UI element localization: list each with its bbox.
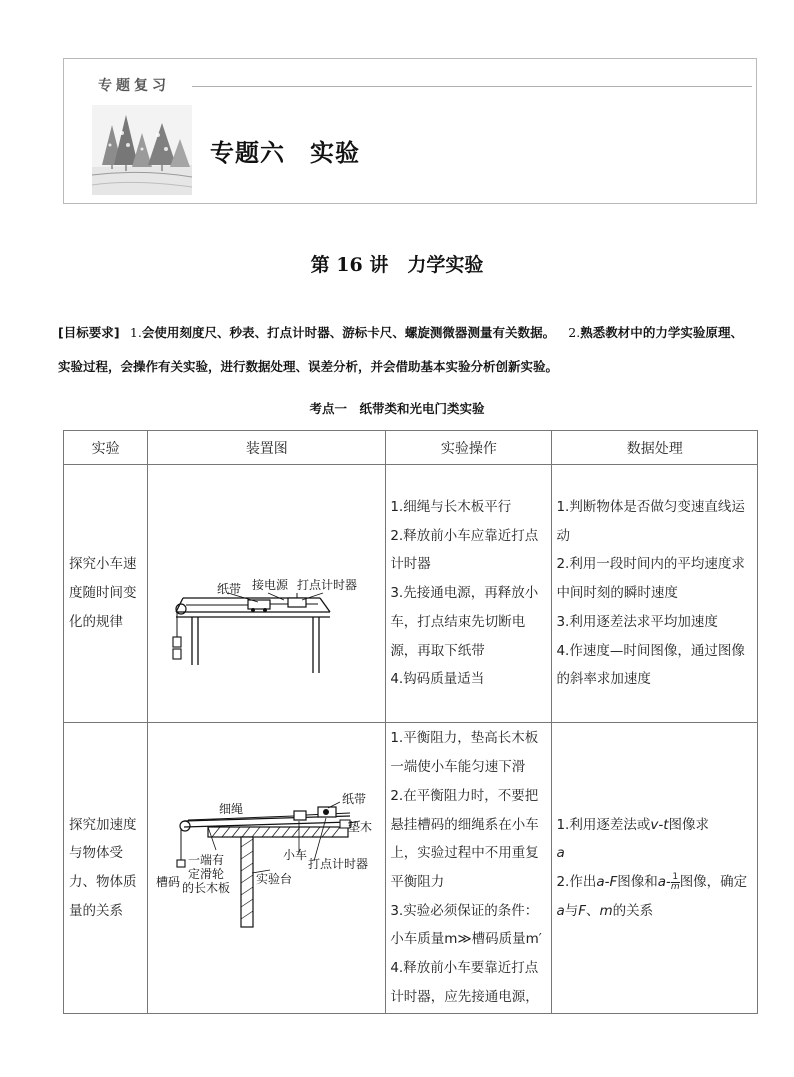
math-a-inverse-m: a- [657,874,671,890]
experiment-name: 探究加速度与物体受力、物体质量的关系 [69,816,137,919]
data-item: 1.判断物体是否做匀变速直线运动 [556,499,745,544]
header-data-processing: 数据处理 [552,431,758,465]
table-row [64,465,758,723]
fraction-1-over-m: $\frac{1}{m}$ [670,871,680,892]
data-item: 1.利用逐差法或v-t图像求 a [556,816,709,862]
header-apparatus: 装置图 [148,431,386,465]
label-board-line3: 的长木板 [182,881,231,895]
operation-item: 4.释放前小车要靠近打点计时器，应先接通电源， [390,960,539,1005]
banner-label: 专题复习 [98,78,170,94]
data-item: 3.利用逐差法求平均加速度 [556,613,718,630]
label-board-line2: 定滑轮 [188,867,225,881]
objective-1-text: 会使用刻度尺、秒表、打点计时器、游标卡尺、螺旋测微器测量有关数据。 [141,325,556,340]
math-a: a [556,845,565,862]
operation-item: 3.实验必须保证的条件：小车质量m≫槽码质量m′ [390,902,542,948]
label-rope: 细绳 [219,802,244,816]
label-bucket: 槽码 [156,875,181,889]
objective-2-number: 2. [568,325,581,340]
apparatus-figure-cell [148,465,386,723]
lecture-title: 第 16 讲 力学实验 [310,254,484,276]
operation-cell [386,723,552,1014]
experiment-name-cell [64,465,148,723]
label-stand: 实验台 [256,872,293,886]
experiment-name-cell [64,723,148,1014]
operation-cell [386,465,552,723]
chapter-title: 专题六 实验 [210,139,360,167]
data-processing-cell [552,465,758,723]
label-timer: 打点计时器 [297,578,358,592]
label-tape: 纸带 [342,792,367,806]
label-cart: 小车 [283,848,308,862]
label-timer: 打点计时器 [308,857,369,871]
experiment-name: 探究小车速度随时间变化的规律 [69,556,137,630]
label-pad: 垫木 [348,820,373,834]
velocity-experiment-diagram [148,465,385,722]
banner-divider [192,86,752,87]
table-row [64,723,758,1014]
learning-objectives [58,316,743,384]
operation-item: 4.钩码质量适当 [390,671,485,688]
label-board-line1: 一端有 [188,853,225,867]
objective-2-text: 熟悉教材中的力学实验原理、实验过程，会操作有关实验，进行数据处理、误差分析，并会借助基本实验分析创新实验。 [58,325,743,374]
label-tape: 纸带 [217,582,242,596]
data-item: 2.利用一段时间内的平均速度求中间时刻的瞬时速度 [556,556,745,602]
operation-item: 2.释放前小车应靠近打点计时器 [390,527,539,573]
operation-item: 1.平衡阻力，垫高长木板一端使小车能匀速下滑 [390,730,539,776]
acceleration-experiment-diagram [148,723,385,1013]
data-processing-cell [552,723,758,1014]
header-operation: 实验操作 [386,431,552,465]
math-vt: v-t [650,816,669,833]
apparatus-figure-cell [148,723,386,1014]
chapter-banner [63,58,757,204]
data-item: 2.作出a-F图像和a- $\frac{1}{m}$ 图像，确定a与F、m的关系 [556,871,748,919]
snow-landscape-photo [92,105,192,195]
table-header-row [64,431,758,465]
objective-1-number: 1. [129,325,142,340]
experiment-table [63,430,758,1014]
operation-item: 2.在平衡阻力时，不要把悬挂槽码的细绳系在小车上，实验过程中不用重复平衡阻力 [390,787,539,890]
objectives-tag: [目标要求] [58,325,120,340]
header-experiment: 实验 [64,431,148,465]
math-aF: a-F [596,874,618,890]
operation-item: 1.细绳与长木板平行 [390,499,512,516]
operation-item: 3.先接通电源，再释放小车，打点结束先切断电源，再取下纸带 [390,585,539,659]
section-title: 考点一 纸带类和光电门类实验 [309,401,485,416]
label-power: 接电源 [252,578,289,592]
data-item: 4.作速度—时间图像，通过图像的斜率求加速度 [556,642,745,688]
